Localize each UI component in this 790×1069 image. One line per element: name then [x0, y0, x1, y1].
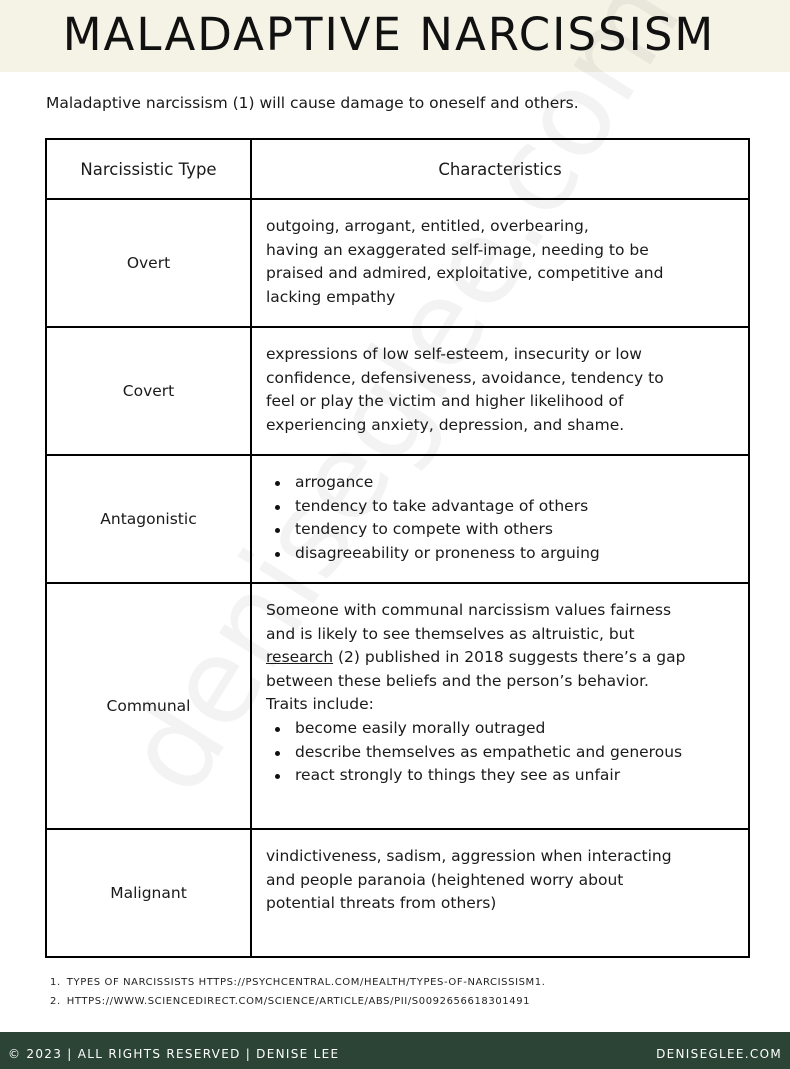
table-row-antagonistic: [46, 455, 749, 583]
page-title: MALADAPTIVE NARCISSISM: [62, 8, 716, 61]
text-line: outgoing, arrogant, entitled, overbearing,: [266, 217, 589, 235]
text-line: having an exaggerated self-image, needing to be: [266, 240, 649, 259]
text-line: Someone with communal narcissism values fairness: [266, 601, 672, 619]
footnote-text[interactable]: HTTPS://WWW.SCIENCEDIRECT.COM/SCIENCE/ARTICLE/ABS/PII/S0092656618301491: [66, 996, 531, 1007]
footnote-2: [50, 993, 770, 1012]
characteristics-covert: [251, 327, 749, 455]
type-antagonistic: Antagonistic: [46, 455, 251, 583]
text-line: between these beliefs and the person’s behavior.: [266, 671, 649, 690]
type-malignant: Malignant: [46, 829, 251, 957]
text-line: expressions of low self-esteem, insecurity or low: [266, 345, 642, 363]
table-row-communal: [46, 583, 749, 829]
text-after-link: (2) published in 2018 suggests there’s a gap: [333, 648, 686, 667]
list-item: disagreeability or proneness to arguing: [266, 542, 736, 566]
narcissism-types-table: [45, 138, 750, 958]
list-item: react strongly to things they see as unfair: [266, 764, 736, 788]
list-item: arrogance: [266, 471, 736, 495]
header-banner: [0, 0, 790, 72]
text-line: and is likely to see themselves as altruistic, but: [266, 624, 635, 643]
footnote-number: 1.: [50, 977, 61, 988]
footnote-1: [50, 974, 770, 993]
traits-list: [266, 471, 736, 565]
table-row-covert: [46, 327, 749, 455]
research-link[interactable]: research: [266, 648, 334, 667]
text-line: experiencing anxiety, depression, and shame.: [266, 415, 625, 434]
copyright-text: © 2023 | ALL RIGHTS RESERVED | DENISE LEE: [8, 1047, 340, 1061]
text-line: praised and admired, exploitative, competitive and: [266, 264, 664, 283]
list-item: tendency to compete with others: [266, 518, 736, 542]
list-item: describe themselves as empathetic and generous: [266, 741, 736, 765]
text-line: feel or play the victim and higher likelihood of: [266, 392, 624, 411]
text-line: and people paranoia (heightened worry about: [266, 870, 624, 889]
characteristics-antagonistic: [251, 455, 749, 583]
table-row-malignant: [46, 829, 749, 957]
type-communal: Communal: [46, 583, 251, 829]
footnote-number: 2.: [50, 996, 61, 1007]
type-overt: Overt: [46, 199, 251, 327]
text-line: potential threats from others): [266, 894, 497, 913]
text-line: lacking empathy: [266, 287, 396, 306]
footnotes: [50, 974, 770, 1012]
characteristics-communal: [251, 583, 749, 829]
traits-list: [266, 717, 736, 788]
text-line: confidence, defensiveness, avoidance, tendency to: [266, 368, 664, 387]
footnote-text[interactable]: TYPES OF NARCISSISTS HTTPS://PSYCHCENTRAL.COM/HEALTH/TYPES-OF-NARCISSISM1.: [66, 977, 546, 988]
header-characteristics: Characteristics: [251, 139, 749, 199]
list-item: become easily morally outraged: [266, 717, 736, 741]
table-header-row: [46, 139, 749, 199]
characteristics-malignant: [251, 829, 749, 957]
website-link[interactable]: DENISEGLEE.COM: [656, 1047, 782, 1061]
footer-bar: [0, 1032, 790, 1069]
text-line: Traits include:: [266, 695, 374, 714]
text-line: vindictiveness, sadism, aggression when interacting: [266, 847, 672, 865]
table-row-overt: [46, 199, 749, 327]
intro-text: Maladaptive narcissism (1) will cause damage to oneself and others.: [46, 94, 579, 112]
list-item: tendency to take advantage of others: [266, 495, 736, 519]
header-type: Narcissistic Type: [46, 139, 251, 199]
characteristics-overt: [251, 199, 749, 327]
type-covert: Covert: [46, 327, 251, 455]
text-line-with-link: [266, 646, 736, 670]
